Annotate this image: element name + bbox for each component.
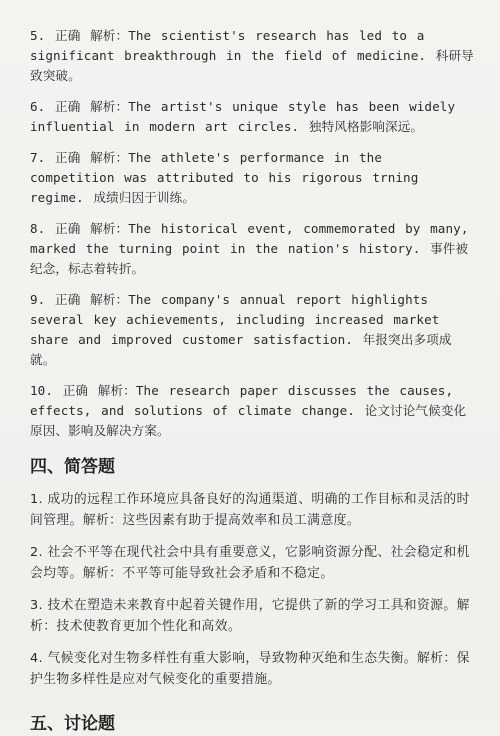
- answer-text: 9. 正确 解析：The company's annual report highlights several key achievements, including increased market share and improved customer satisfaction.: [30, 292, 440, 347]
- answer-note: 事件被纪念，标志着转折。: [30, 241, 469, 276]
- answer-note: 科研导致突破。: [30, 48, 474, 83]
- short-answer-item-1: 1. 成功的远程工作环境应具备良好的沟通渠道、明确的工作目标和灵活的时间管理。解析：这些因素有助于提高效率和员工满意度。: [30, 492, 470, 528]
- answer-text: 5. 正确 解析：The scientist's research has led to a significant breakthrough in the field of medicine.: [30, 28, 436, 63]
- answer-item-10: [30, 381, 476, 441]
- answer-note: 成绩归因于训练。: [93, 190, 196, 205]
- section-title-discussion: 五、讨论题: [30, 714, 115, 734]
- answer-text: 7. 正确 解析：The athlete's performance in the competition was attributed to his rigorous trning regime.: [30, 150, 419, 205]
- short-answer-item-2: 2. 社会不平等在现代社会中具有重要意义，它影响资源分配、社会稳定和机会均等。解析：不平等可能导致社会矛盾和不稳定。: [30, 545, 470, 581]
- answer-item-8: [30, 219, 476, 279]
- answer-note: 年报突出多项成就。: [30, 332, 452, 367]
- answer-item-9: [30, 290, 476, 370]
- answer-item-5: [30, 26, 476, 86]
- answer-item-7: [30, 148, 476, 208]
- answer-text: 10. 正确 解析：The research paper discusses the causes, effects, and solutions of climate change.: [30, 383, 454, 418]
- answer-item-6: [30, 97, 476, 137]
- answer-text: 8. 正确 解析：The historical event, commemorated by many, marked the turning point in the nation's history.: [30, 221, 469, 256]
- answer-note: 论文讨论气候变化原因、影响及解决方案。: [30, 403, 467, 438]
- answer-note: 独特风格影响深远。: [308, 119, 424, 134]
- short-answer-item-4: 4. 气候变化对生物多样性有重大影响，导致物种灭绝和生态失衡。解析：保护生物多样性是应对气候变化的重要措施。: [30, 651, 470, 687]
- answer-text: 6. 正确 解析：The artist's unique style has been widely influential in modern art circles.: [30, 99, 456, 134]
- short-answer-item-3: 3. 技术在塑造未来教育中起着关键作用，它提供了新的学习工具和资源。解析：技术使教育更加个性化和高效。: [30, 598, 470, 634]
- section-title-short-answer: 四、简答题: [30, 457, 115, 477]
